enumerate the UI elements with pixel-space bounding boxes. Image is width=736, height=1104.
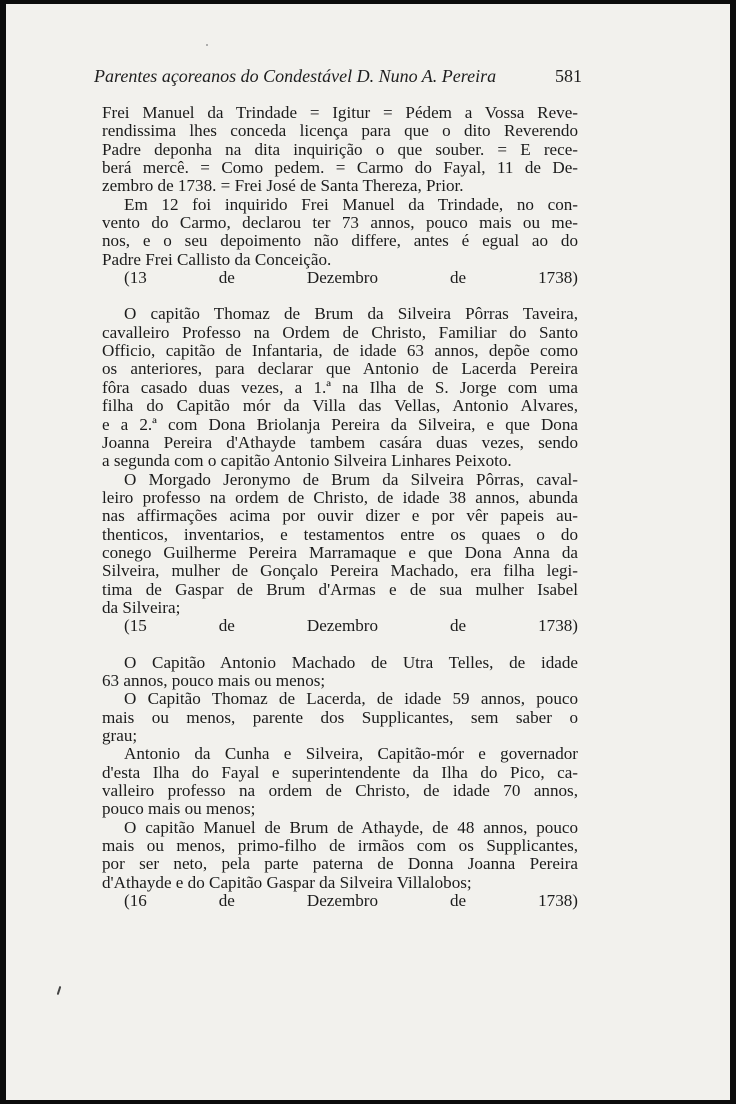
text-line: fôra casado duas vezes, a 1.ª na Ilha de S. Jorge com uma: [102, 377, 578, 397]
text-line: d'esta Ilha do Fayal e superintendente da Ilha do Pico, ca-: [102, 762, 578, 782]
paragraph-testimony-antonio-cunha: [102, 745, 578, 818]
text-line: Em 12 foi inquirido Frei Manuel da Trindade, no con-: [124, 194, 578, 214]
text-line: Silveira, mulher de Gonçalo Pereira Machado, era filha legi-: [102, 561, 578, 581]
text-line: zembro de 1738. = Frei José de Santa Thereza, Prior.: [102, 176, 464, 196]
text-line: a segunda com o capitão Antonio Silveira Linhares Peixoto.: [102, 451, 512, 471]
text-line: d'Athayde e do Capitão Gaspar da Silveira Villalobos;: [102, 872, 472, 892]
text-line: filha do Capitão mór da Villa das Vellas, Antonio Alvares,: [102, 396, 578, 416]
text-line: Joanna Pereira d'Athayde tambem casára duas vezes, sendo: [102, 432, 578, 452]
text-line: nas affirmações acima por ouvir dizer e por vêr papeis au-: [102, 506, 578, 526]
text-line: O capitão Thomaz de Brum da Silveira Pôrras Taveira,: [124, 304, 578, 324]
body-text: [102, 104, 578, 910]
page-number: 581: [555, 66, 582, 86]
paragraph-testimony-thomaz: [102, 305, 578, 470]
text-line: 63 annos, pouco mais ou menos;: [102, 670, 326, 690]
running-header: [94, 66, 582, 87]
text-line: tima de Gaspar de Brum d'Armas e de sua mulher Isabel: [102, 579, 578, 599]
text-line: Padre Frei Callisto da Conceição.: [102, 249, 332, 269]
paragraph-inquiry: [102, 196, 578, 269]
text-line: cavalleiro Professo na Ordem de Christo, Familiar do Santo: [102, 322, 578, 342]
header-title: Parentes açoreanos do Condestável D. Nuno A. Pereira: [94, 66, 497, 86]
paragraph-petition: [102, 104, 578, 196]
text-line: O Capitão Antonio Machado de Utra Telles, de idade: [124, 652, 578, 672]
text-line: mais ou menos, parente dos Supplicantes, sem saber o: [102, 707, 578, 727]
date-line: (15 de Dezembro de 1738): [124, 616, 578, 636]
text-line: vento do Carmo, declarou ter 73 annos, pouco mais ou me-: [102, 213, 578, 233]
text-line: Padre deponha na dita inquirição o que souber. = E rece-: [102, 139, 578, 159]
text-line: mais ou menos, primo-filho de irmãos com os Supplicantes,: [102, 836, 578, 856]
text-line: Antonio da Cunha e Silveira, Capitão-mór e governador: [124, 744, 578, 764]
text-line: thenticos, inventarios, e testamentos entre os quaes o do: [102, 524, 578, 544]
text-line: por ser neto, pela parte paterna de Donna Joanna Pereira: [102, 854, 578, 874]
text-line: e a 2.ª com Dona Briolanja Pereira da Silveira, e que Dona: [102, 414, 578, 434]
ink-speck: [206, 44, 208, 46]
text-line: O Capitão Thomaz de Lacerda, de idade 59 annos, pouco: [124, 689, 578, 709]
text-line: Officio, capitão de Infantaria, de idade 63 annos, depõe como: [102, 341, 578, 361]
text-line: rendissima lhes conceda licença para que o dito Reverendo: [102, 121, 578, 141]
text-line: da Silveira;: [102, 597, 181, 617]
text-line: nos, e o seu depoimento não differe, antes é egual ao do: [102, 231, 578, 251]
document-page: [6, 4, 730, 1100]
paragraph-testimony-jeronymo: [102, 471, 578, 618]
text-line: O capitão Manuel de Brum de Athayde, de 48 annos, pouco: [124, 817, 578, 837]
date-line: (13 de Dezembro de 1738): [124, 268, 578, 288]
text-line: conego Guilherme Pereira Marramaque e que Dona Anna da: [102, 542, 578, 562]
date-line: (16 de Dezembro de 1738): [124, 891, 578, 911]
paragraph-testimony-antonio-machado: [102, 654, 578, 691]
text-line: leiro professo na ordem de Christo, de idade 38 annos, abunda: [102, 487, 578, 507]
text-line: grau;: [102, 726, 138, 745]
ink-speck: [57, 986, 62, 995]
text-line: pouco mais ou menos;: [102, 799, 256, 819]
text-line: Frei Manuel da Trindade = Igitur = Pédem a Vossa Reve-: [102, 103, 578, 122]
text-line: berá mercê. = Como pedem. = Carmo do Fayal, 11 de De-: [102, 158, 578, 178]
text-line: os anteriores, para declarar que Antonio de Lacerda Pereira: [102, 359, 578, 379]
text-line: valleiro professo na ordem de Christo, de idade 70 annos,: [102, 781, 578, 801]
text-line: O Morgado Jeronymo de Brum da Silveira Pôrras, caval-: [124, 469, 578, 489]
paragraph-testimony-thomaz-lacerda: [102, 690, 578, 745]
paragraph-testimony-manuel-brum: [102, 819, 578, 892]
